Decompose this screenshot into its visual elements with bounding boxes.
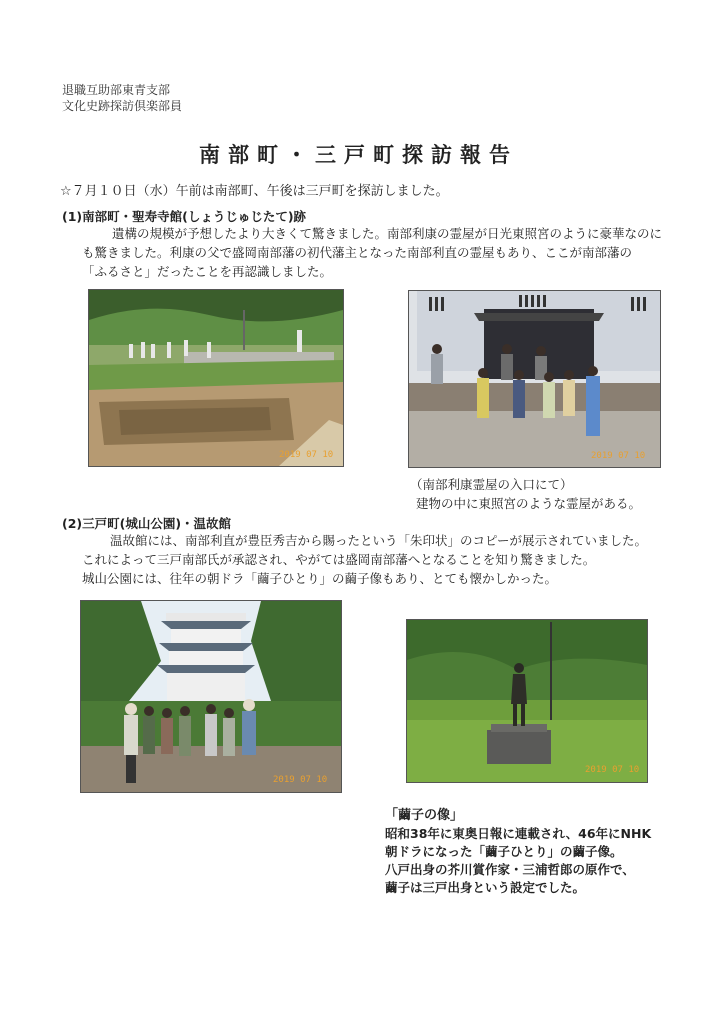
statue-description-line: 八戸出身の芥川賞作家・三浦哲郎の原作で、 [385, 862, 635, 877]
statue-title: 「繭子の像」 [385, 808, 464, 823]
section2-line: 温故館には、南部利直が豊臣秀吉から賜ったという「朱印状」のコピーが展示されていました。 [110, 533, 648, 548]
photo-caption-detail: 建物の中に東照宮のような霊屋がある。 [416, 496, 642, 511]
excavation-site-photo [89, 290, 343, 466]
organization-name: 退職互助部東青支部 [62, 83, 171, 97]
date-stamp: 2019 07 10 [273, 775, 328, 785]
museum-group-photo [81, 601, 341, 792]
statue-description-line: 繭子は三戸出身という設定でした。 [385, 880, 586, 895]
section1-line: 「ふるさと」だったことを再認識しました。 [82, 264, 333, 279]
club-name: 文化史跡探訪倶楽部員 [62, 99, 183, 113]
section2-line: これによって三戸南部氏が承認され、やがては盛岡南部藩へとなることを知り驚きました。 [82, 552, 596, 567]
date-stamp: 2019 07 10 [279, 450, 334, 460]
statue-description-line: 朝ドラになった「繭子ひとり」の繭子像。 [385, 844, 623, 859]
section1-line: も驚きました。利康の父で盛岡南部藩の初代藩主となった南部利直の霊屋もあり、ここが南部藩の [82, 245, 633, 260]
section1-line: 遺構の規模が予想したより大きくて驚きました。南部利康の霊屋が日光東照宮のように豪華なのに [112, 226, 663, 241]
statue-description-line: 昭和38年に東奥日報に連載され、46年にNHK [385, 826, 652, 841]
date-stamp: 2019 07 10 [585, 765, 640, 775]
mayuko-statue-photo [407, 620, 647, 782]
section1-heading: (1)南部町・聖寿寺館(しょうじゅじたて)跡 [62, 209, 307, 224]
date-stamp: 2019 07 10 [591, 451, 646, 461]
photo-caption: （南部利康霊屋の入口にて） [410, 477, 573, 492]
section2-heading: (2)三戸町(城山公園)・温故館 [62, 516, 232, 531]
mausoleum-group-photo [409, 291, 660, 467]
intro-text: ☆７月１０日（水）午前は南部町、午後は三戸町を探訪しました。 [60, 184, 449, 199]
section2-line: 城山公園には、往年の朝ドラ「繭子ひとり」の繭子像もあり、とても懐かしかった。 [82, 571, 558, 586]
page-title: 南部町・三戸町探訪報告 [199, 142, 518, 167]
